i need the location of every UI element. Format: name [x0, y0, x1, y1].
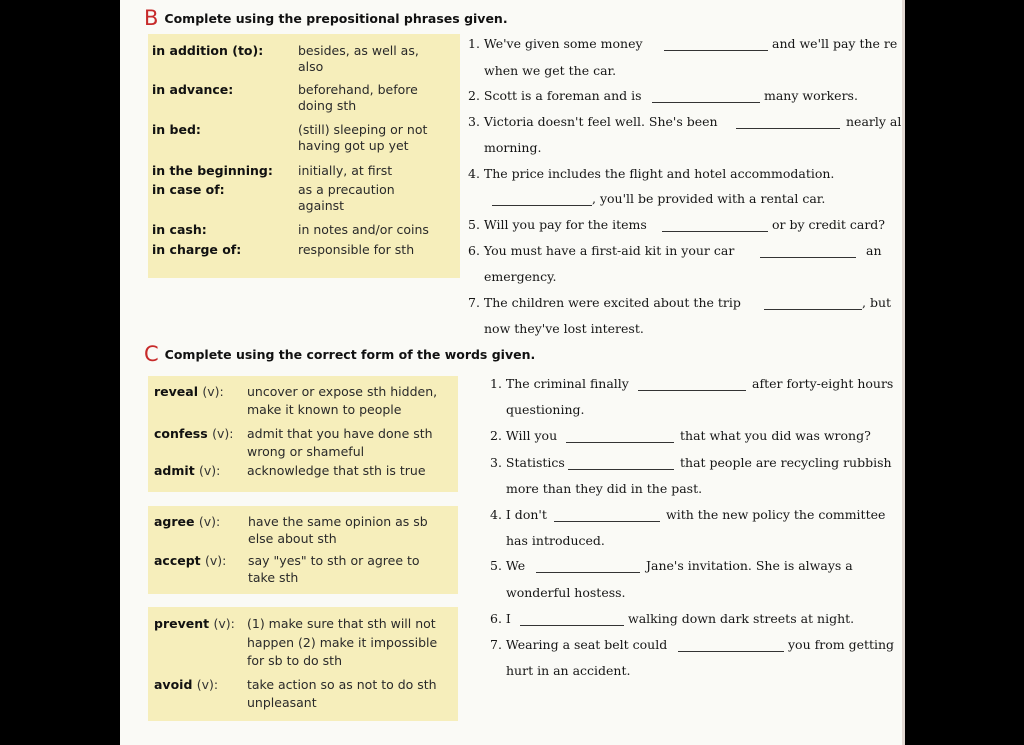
exercise-text: when we get the car.: [484, 63, 617, 78]
phrase-definition: against: [298, 198, 345, 213]
answer-blank[interactable]: [760, 257, 856, 258]
phrase-definition: responsible for sth: [298, 242, 415, 257]
word-definition: say "yes" to sth or agree to: [248, 553, 420, 568]
part-of-speech: (v):: [212, 426, 234, 441]
phrase-definition: also: [298, 59, 324, 74]
exercise-text: , but: [862, 295, 892, 310]
exercise-text: 5. Will you pay for the items: [468, 217, 647, 232]
section-b-heading: [144, 6, 508, 30]
answer-blank[interactable]: [664, 50, 768, 51]
exercise-text: now they've lost interest.: [484, 321, 644, 336]
phrase-term: in case of:: [152, 182, 225, 197]
part-of-speech: (v):: [199, 463, 221, 478]
phrase-term: in addition (to):: [152, 43, 264, 58]
exercise-text: Jane's invitation. She is always a: [646, 558, 853, 573]
exercise-text: , you'll be provided with a rental car.: [592, 191, 826, 206]
phrase-definition: in notes and/or coins: [298, 222, 429, 237]
word-term: [154, 514, 220, 530]
phrase-definition: initially, at first: [298, 163, 393, 178]
answer-blank[interactable]: [520, 625, 624, 626]
section-c-instruction: Complete using the correct form of the words given.: [164, 347, 536, 362]
answer-blank[interactable]: [568, 469, 674, 470]
exercise-text: 2. Scott is a foreman and is: [468, 88, 642, 103]
word-definition: take action so as not to do sth: [247, 677, 437, 692]
word-term: [154, 677, 218, 693]
part-of-speech: (v):: [202, 384, 224, 399]
word: confess: [154, 426, 208, 441]
exercise-text: 3. Victoria doesn't feel well. She's been: [468, 114, 718, 129]
answer-blank[interactable]: [554, 521, 660, 522]
exercise-text: has introduced.: [506, 533, 605, 548]
answer-blank[interactable]: [652, 102, 760, 103]
exercise-text: 1. The criminal finally: [490, 376, 629, 391]
section-b-instruction: Complete using the prepositional phrases given.: [164, 11, 508, 26]
exercise-text: morning.: [484, 140, 542, 155]
word-definition: unpleasant: [247, 695, 317, 710]
word-definition: have the same opinion as sb: [248, 514, 428, 529]
answer-blank[interactable]: [736, 128, 840, 129]
page-edge: [902, 0, 905, 745]
exercise-text: that what you did was wrong?: [680, 428, 871, 443]
exercise-text: you from getting: [788, 637, 895, 652]
exercise-text: emergency.: [484, 269, 557, 284]
exercise-text: nearly al: [846, 114, 902, 129]
exercise-text: 2. Will you: [490, 428, 558, 443]
answer-blank[interactable]: [638, 390, 746, 391]
exercise-text: 7. The children were excited about the trip: [468, 295, 741, 310]
word-definition: take sth: [248, 570, 299, 585]
part-of-speech: (v):: [213, 616, 235, 631]
exercise-text: 7. Wearing a seat belt could: [490, 637, 668, 652]
exercise-text: and we'll pay the re: [772, 36, 898, 51]
phrase-definition: doing sth: [298, 98, 357, 113]
word-definition: acknowledge that sth is true: [247, 463, 426, 478]
answer-blank[interactable]: [566, 442, 674, 443]
word-definition: for sb to do sth: [247, 653, 342, 668]
phrase-term: in bed:: [152, 122, 201, 137]
answer-blank[interactable]: [678, 651, 784, 652]
phrase-definition: as a precaution: [298, 182, 395, 197]
answer-blank[interactable]: [492, 205, 592, 206]
exercise-text: 5. We: [490, 558, 526, 573]
phrase-definition: beforehand, before: [298, 82, 418, 97]
exercise-text: 3. Statistics: [490, 455, 565, 470]
word: accept: [154, 553, 201, 568]
exercise-text: hurt in an accident.: [506, 663, 631, 678]
workbook-page: [120, 0, 905, 745]
exercise-text: an: [866, 243, 882, 258]
phrase-term: in cash:: [152, 222, 207, 237]
part-of-speech: (v):: [198, 514, 221, 529]
exercise-text: more than they did in the past.: [506, 481, 703, 496]
phrase-definition: having got up yet: [298, 138, 409, 153]
word: prevent: [154, 616, 210, 631]
phrase-definition: (still) sleeping or not: [298, 122, 428, 137]
answer-blank[interactable]: [536, 572, 640, 573]
exercise-text: walking down dark streets at night.: [628, 611, 855, 626]
word-definition: else about sth: [248, 531, 337, 546]
word: reveal: [154, 384, 198, 399]
word-term: [154, 616, 235, 632]
exercise-text: or by credit card?: [772, 217, 886, 232]
exercise-text: 4. I don't: [490, 507, 547, 522]
section-c-letter: C: [144, 342, 159, 366]
word-term: [154, 463, 220, 479]
part-of-speech: (v):: [205, 553, 227, 568]
exercise-text: many workers.: [764, 88, 858, 103]
exercise-text: wonderful hostess.: [506, 585, 626, 600]
answer-blank[interactable]: [764, 309, 862, 310]
answer-blank[interactable]: [662, 231, 768, 232]
word: avoid: [154, 677, 193, 692]
exercise-text: that people are recycling rubbish: [680, 455, 892, 470]
exercise-text: 6. You must have a first-aid kit in your car: [468, 243, 735, 258]
part-of-speech: (v):: [196, 677, 219, 692]
word-definition: admit that you have done sth: [247, 426, 433, 441]
exercise-text: with the new policy the committee: [666, 507, 886, 522]
word: admit: [154, 463, 195, 478]
word-term: [154, 553, 226, 569]
word-definition: make it known to people: [247, 402, 402, 417]
phrase-term: in the beginning:: [152, 163, 273, 178]
word-term: [154, 426, 233, 442]
word-term: [154, 384, 224, 400]
word-definition: uncover or expose sth hidden,: [247, 384, 438, 399]
exercise-text: after forty-eight hours: [752, 376, 894, 391]
phrase-term: in advance:: [152, 82, 234, 97]
section-c-heading: [144, 342, 535, 366]
phrase-definition: besides, as well as,: [298, 43, 419, 58]
phrase-term: in charge of:: [152, 242, 242, 257]
word-definition: (1) make sure that sth will not: [247, 616, 436, 631]
word-definition: happen (2) make it impossible: [247, 635, 438, 650]
exercise-text: 4. The price includes the flight and hotel accommodation.: [468, 166, 835, 181]
section-b-letter: B: [144, 6, 159, 30]
exercise-text: 6. I: [490, 611, 511, 626]
word: agree: [154, 514, 195, 529]
exercise-text: questioning.: [506, 402, 585, 417]
word-definition: wrong or shameful: [247, 444, 365, 459]
exercise-text: 1. We've given some money: [468, 36, 643, 51]
